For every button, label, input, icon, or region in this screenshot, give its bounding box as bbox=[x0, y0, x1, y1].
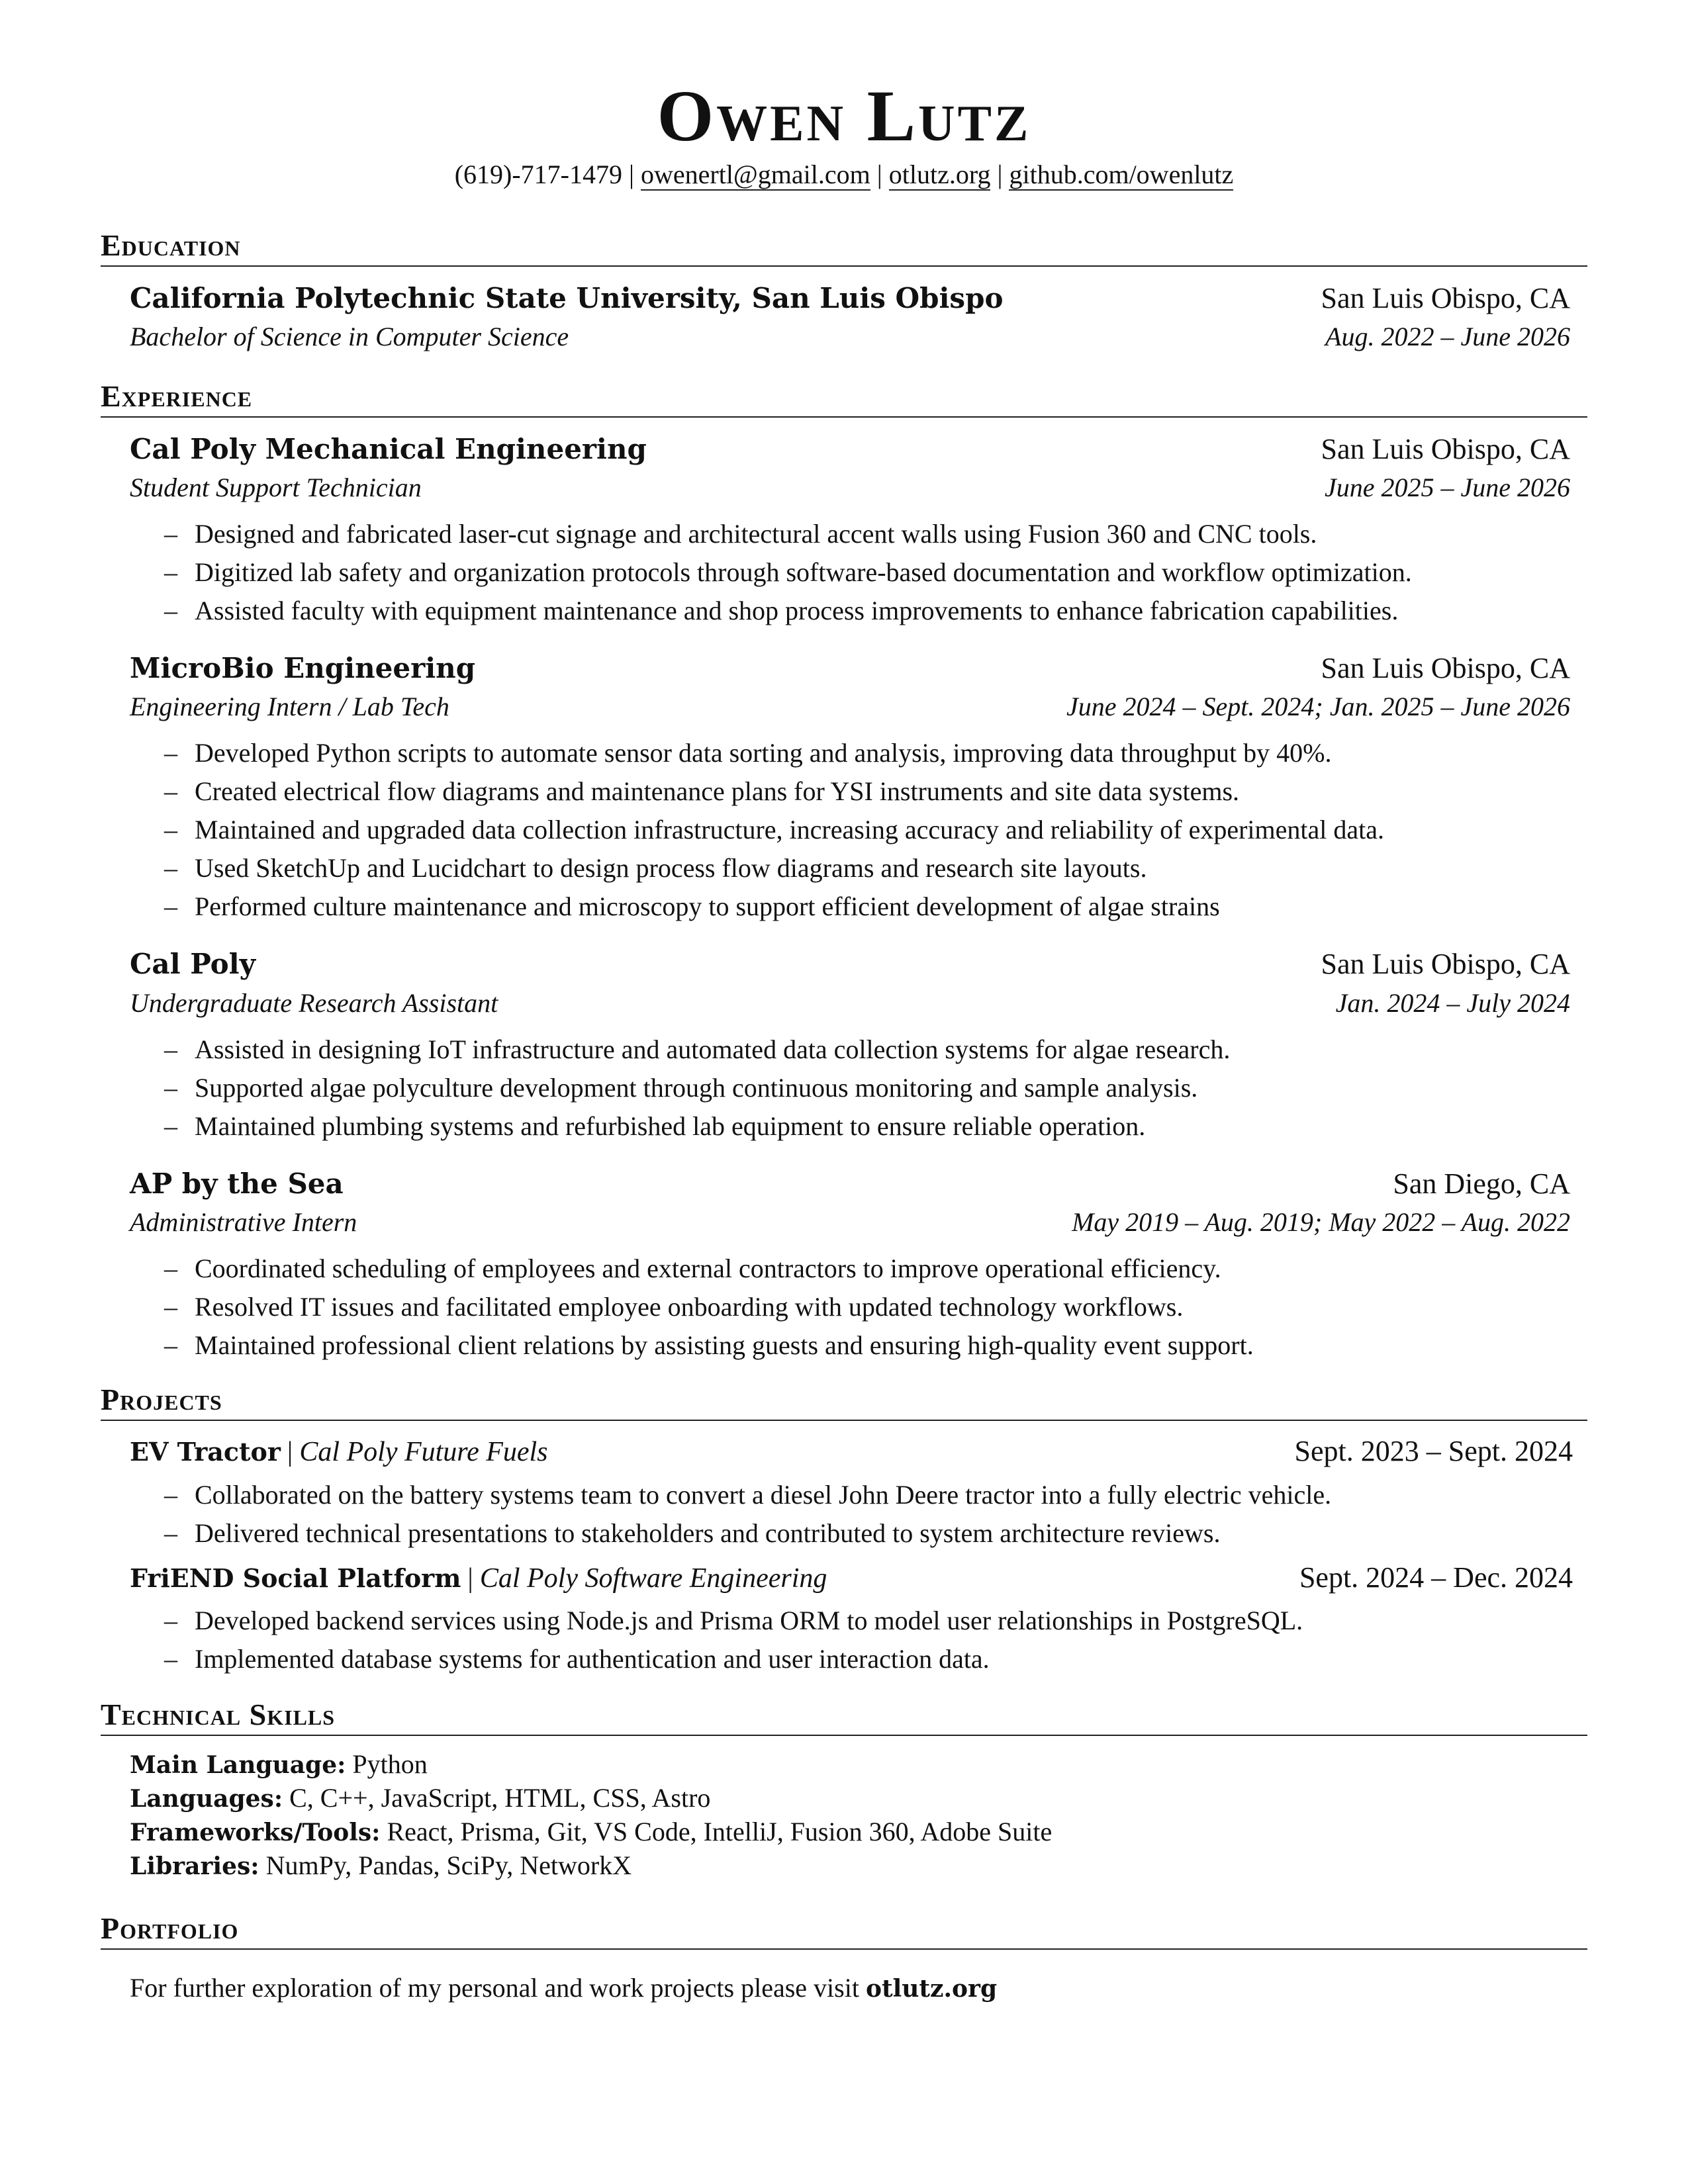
skill-line bbox=[130, 1748, 1587, 1782]
school-name: California Polytechnic State University, San Luis Obispo bbox=[130, 281, 1004, 314]
portfolio-link[interactable]: otlutz.org bbox=[865, 1974, 998, 2003]
bullet-item bbox=[164, 887, 1570, 926]
dash-glyph: – bbox=[164, 776, 177, 807]
candidate-name: Owen Lutz bbox=[657, 75, 1031, 156]
skill-value: React, Prisma, Git, VS Code, IntelliJ, Fusion 360, Adobe Suite bbox=[387, 1816, 1053, 1846]
dash-glyph: – bbox=[164, 518, 177, 549]
bullet-list bbox=[130, 1602, 1573, 1678]
bullet-item bbox=[164, 1326, 1570, 1365]
job-title: Student Support Technician bbox=[130, 472, 422, 502]
dash-glyph: – bbox=[164, 557, 177, 587]
bullet-item bbox=[164, 849, 1570, 887]
dash-glyph: – bbox=[164, 815, 177, 845]
bullet-list bbox=[130, 1476, 1573, 1553]
employer-location: San Luis Obispo, CA bbox=[1321, 948, 1570, 981]
dash-glyph: – bbox=[164, 1518, 177, 1548]
section-title-skills: Technical Skills bbox=[101, 1698, 1587, 1736]
bullet-text: Collaborated on the battery systems team to convert a diesel John Deere tractor into a fully electric vehicle. bbox=[195, 1479, 1332, 1510]
skill-line bbox=[130, 1849, 1587, 1883]
contact-line bbox=[101, 158, 1587, 192]
bullet-text: Coordinated scheduling of employees and external contractors to improve operational efficiency. bbox=[195, 1253, 1221, 1284]
bullet-text: Developed Python scripts to automate sensor data sorting and analysis, improving data throughput by 40%. bbox=[195, 738, 1332, 768]
skill-value: NumPy, Pandas, SciPy, NetworkX bbox=[265, 1850, 632, 1880]
project-separator: | bbox=[467, 1563, 473, 1594]
bullet-item bbox=[164, 1030, 1570, 1069]
portfolio-section bbox=[101, 1912, 1587, 2007]
project-heading bbox=[130, 1559, 827, 1598]
contact-separator: | bbox=[876, 159, 882, 189]
skill-label: Main Language: bbox=[130, 1751, 346, 1779]
bullet-item bbox=[164, 553, 1570, 592]
bullet-text: Maintained plumbing systems and refurbished lab equipment to ensure reliable operation. bbox=[195, 1111, 1146, 1141]
project-org: Cal Poly Software Engineering bbox=[479, 1563, 827, 1594]
bullet-item bbox=[164, 1476, 1573, 1514]
project-org: Cal Poly Future Fuels bbox=[299, 1436, 548, 1467]
project-name: EV Tractor bbox=[130, 1436, 281, 1467]
bullet-list bbox=[130, 1250, 1570, 1365]
dash-glyph: – bbox=[164, 1072, 177, 1103]
project-dates: Sept. 2023 – Sept. 2024 bbox=[1294, 1434, 1573, 1467]
contact-separator: | bbox=[997, 159, 1003, 189]
portfolio-text bbox=[101, 1962, 1587, 2007]
education-section bbox=[101, 229, 1587, 356]
dash-glyph: – bbox=[164, 1330, 177, 1361]
project-name: FriEND Social Platform bbox=[130, 1563, 461, 1593]
section-title-experience: Experience bbox=[101, 380, 1587, 418]
bullet-text: Assisted faculty with equipment maintenance and shop process improvements to enhance fabrication capabilities. bbox=[195, 595, 1399, 625]
employer-name: AP by the Sea bbox=[130, 1167, 344, 1200]
bullet-text: Supported algae polyculture development through continuous monitoring and sample analysis. bbox=[195, 1072, 1198, 1103]
dash-glyph: – bbox=[164, 1644, 177, 1674]
bullet-item bbox=[164, 734, 1570, 772]
employer-location: San Luis Obispo, CA bbox=[1321, 651, 1570, 684]
experience-entry bbox=[101, 944, 1587, 1145]
job-dates: May 2019 – Aug. 2019; May 2022 – Aug. 2022 bbox=[1072, 1207, 1570, 1238]
education-dates: Aug. 2022 – June 2026 bbox=[1325, 321, 1570, 351]
bullet-item bbox=[164, 1069, 1570, 1107]
bullet-item bbox=[164, 811, 1570, 849]
dash-glyph: – bbox=[164, 595, 177, 625]
experience-section bbox=[101, 380, 1587, 1365]
section-title-education: Education bbox=[101, 229, 1587, 267]
skill-value: C, C++, JavaScript, HTML, CSS, Astro bbox=[289, 1782, 711, 1813]
skill-label: Frameworks/Tools: bbox=[130, 1818, 381, 1846]
bullet-text: Implemented database systems for authentication and user interaction data. bbox=[195, 1644, 990, 1674]
skill-label: Libraries: bbox=[130, 1852, 259, 1880]
section-title-portfolio: Portfolio bbox=[101, 1912, 1587, 1950]
experience-entry bbox=[101, 430, 1587, 630]
experience-entry bbox=[101, 649, 1587, 926]
dash-glyph: – bbox=[164, 1253, 177, 1284]
skill-value: Python bbox=[352, 1749, 428, 1779]
github-link[interactable]: github.com/owenlutz bbox=[1009, 159, 1234, 189]
bullet-item bbox=[164, 1250, 1570, 1288]
job-dates: Jan. 2024 – July 2024 bbox=[1335, 987, 1570, 1018]
contact-separator: | bbox=[628, 159, 634, 189]
website-link[interactable]: otlutz.org bbox=[888, 159, 991, 189]
skill-label: Languages: bbox=[130, 1784, 283, 1813]
bullet-text: Maintained professional client relations by assisting guests and ensuring high-quality event support. bbox=[195, 1330, 1254, 1361]
skill-line bbox=[130, 1782, 1587, 1815]
bullet-list bbox=[130, 1030, 1570, 1146]
resume-page bbox=[101, 0, 1587, 2007]
portfolio-description: For further exploration of my personal and work projects please visit bbox=[130, 1972, 859, 2003]
email-link[interactable]: owenertl@gmail.com bbox=[640, 159, 870, 189]
project-entry bbox=[101, 1559, 1587, 1679]
skills-list bbox=[101, 1748, 1587, 1883]
dash-glyph: – bbox=[164, 1606, 177, 1636]
project-separator: | bbox=[287, 1436, 293, 1467]
bullet-item bbox=[164, 1514, 1573, 1553]
job-title: Engineering Intern / Lab Tech bbox=[130, 692, 449, 722]
bullet-list bbox=[130, 734, 1570, 926]
bullet-text: Created electrical flow diagrams and maintenance plans for YSI instruments and site data systems. bbox=[195, 776, 1240, 807]
bullet-item bbox=[164, 772, 1570, 811]
employer-name: MicroBio Engineering bbox=[130, 651, 476, 684]
project-dates: Sept. 2024 – Dec. 2024 bbox=[1299, 1561, 1573, 1594]
bullet-text: Developed backend services using Node.js and Prisma ORM to model user relationships in PostgreSQL. bbox=[195, 1606, 1303, 1636]
dash-glyph: – bbox=[164, 1479, 177, 1510]
dash-glyph: – bbox=[164, 1034, 177, 1064]
dash-glyph: – bbox=[164, 891, 177, 922]
bullet-text: Used SketchUp and Lucidchart to design process flow diagrams and research site layouts. bbox=[195, 853, 1147, 884]
resume-header bbox=[101, 0, 1587, 192]
bullet-text: Digitized lab safety and organization protocols through software-based documentation and workflow optimization. bbox=[195, 557, 1412, 587]
phone-number: (619)-717-1479 bbox=[454, 159, 622, 189]
bullet-item bbox=[164, 1288, 1570, 1326]
projects-section bbox=[101, 1383, 1587, 1678]
section-title-projects: Projects bbox=[101, 1383, 1587, 1421]
experience-entry bbox=[101, 1164, 1587, 1365]
dash-glyph: – bbox=[164, 1111, 177, 1141]
bullet-item bbox=[164, 1640, 1573, 1678]
employer-name: Cal Poly Mechanical Engineering bbox=[130, 432, 647, 465]
bullet-text: Resolved IT issues and facilitated employee onboarding with updated technology workflows. bbox=[195, 1292, 1184, 1322]
employer-location: San Luis Obispo, CA bbox=[1321, 432, 1570, 465]
dash-glyph: – bbox=[164, 1292, 177, 1322]
school-location: San Luis Obispo, CA bbox=[1321, 281, 1570, 314]
bullet-text: Designed and fabricated laser-cut signage and architectural accent walls using Fusion 360 and CNC tools. bbox=[195, 518, 1317, 549]
bullet-item bbox=[164, 1107, 1570, 1146]
dash-glyph: – bbox=[164, 853, 177, 884]
bullet-item bbox=[164, 515, 1570, 553]
dash-glyph: – bbox=[164, 738, 177, 768]
project-entry bbox=[101, 1433, 1587, 1553]
bullet-text: Assisted in designing IoT infrastructure and automated data collection systems for algae research. bbox=[195, 1034, 1231, 1064]
employer-name: Cal Poly bbox=[130, 948, 256, 981]
bullet-item bbox=[164, 1602, 1573, 1640]
job-title: Undergraduate Research Assistant bbox=[130, 987, 498, 1018]
degree: Bachelor of Science in Computer Science bbox=[130, 321, 569, 351]
job-dates: June 2024 – Sept. 2024; Jan. 2025 – June 2026 bbox=[1066, 692, 1570, 722]
bullet-text: Maintained and upgraded data collection infrastructure, increasing accuracy and reliability of experimental data. bbox=[195, 815, 1384, 845]
bullet-text: Performed culture maintenance and microscopy to support efficient development of algae strains bbox=[195, 891, 1220, 922]
bullet-text: Delivered technical presentations to stakeholders and contributed to system architecture reviews. bbox=[195, 1518, 1221, 1548]
skills-section bbox=[101, 1698, 1587, 1883]
project-heading bbox=[130, 1433, 548, 1472]
education-entry bbox=[101, 279, 1587, 356]
bullet-list bbox=[130, 515, 1570, 630]
employer-location: San Diego, CA bbox=[1393, 1167, 1570, 1200]
job-dates: June 2025 – June 2026 bbox=[1324, 472, 1570, 502]
skill-line bbox=[130, 1815, 1587, 1849]
bullet-item bbox=[164, 592, 1570, 630]
job-title: Administrative Intern bbox=[130, 1207, 357, 1238]
